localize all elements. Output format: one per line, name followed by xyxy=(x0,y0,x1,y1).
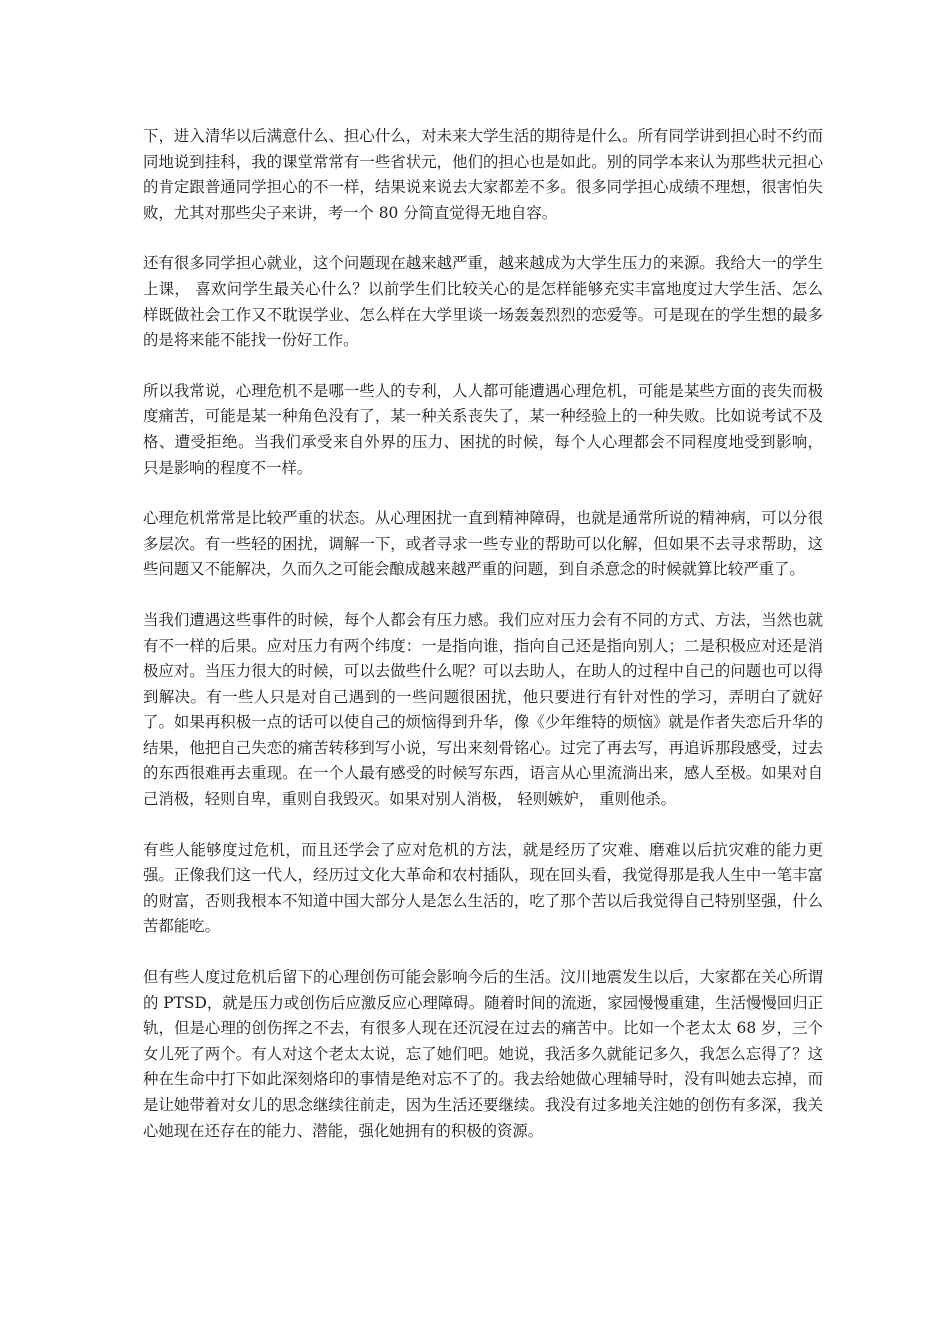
paragraph-3: 所以我常说，心理危机不是哪一些人的专利，人人都可能遭遇心理危机，可能是某些方面的丧失而极度痛苦，可能是某一种角色没有了，某一种关系丧失了，某一种经验上的一种失败。比如说考试不及格、遭受拒绝。当我们承受来自外界的压力、困扰的时候，每个人心理都会不同程度地受到影响， 只是影响的程度不一样。 xyxy=(143,381,823,477)
paragraph-5: 当我们遭遇这些事件的时候，每个人都会有压力感。我们应对压力会有不同的方式、方法，当然也就有不一样的后果。应对压力有两个纬度：一是指向谁，指向自己还是指向别人；二是积极应对还是消极应对。当压力很大的时候，可以去做些什么呢？可以去助人，在助人的过程中自己的问题也可以得到解决。有一些人只是对自己遇到的一些问题很困扰，他只要进行有针对性的学习，弄明白了就好了。如果再积极一点的话可以使自己的烦恼得到升华，像《少年维特的烦恼》就是作者失恋后升华的结果，他把自己失恋的痛苦转移到写小说，写出来刻骨铭心。过完了再去写，再追诉那段感受，过去的东西很难再去重现。在一个人最有感受的时候写东西，语言从心里流淌出来，感人至极。如果对自己消极，轻则自卑，重则自我毁灭。如果对别人消极， 轻则嫉妒， 重则他杀。 xyxy=(143,610,823,809)
paragraph-1: 下，进入清华以后满意什么、担心什么，对未来大学生活的期待是什么。所有同学讲到担心时不约而同地说到挂科，我的课堂常常有一些省状元，他们的担心也是如此。别的同学本来认为那些状元担心的肯定跟普通同学担心的不一样，结果说来说去大家都差不多。很多同学担心成绩不理想，很害怕失败，尤其对那些尖子来讲，考一个 80 分简直觉得无地自容。 xyxy=(143,127,823,222)
paragraph-4: 心理危机常常是比较严重的状态。从心理困扰一直到精神障碍，也就是通常所说的精神病，可以分很多层次。有一些轻的困扰，调解一下，或者寻求一些专业的帮助可以化解，但如果不去寻求帮助，这些问题又不能解决，久而久之可能会酿成越来越严重的问题，到自杀意念的时候就算比较严重了。 xyxy=(143,509,823,579)
paragraph-7: 但有些人度过危机后留下的心理创伤可能会影响今后的生活。汶川地震发生以后，大家都在关心所谓的 PTSD，就是压力或创伤后应激反应心理障碍。随着时间的流逝，家园慢慢重建，生活慢慢回归正轨，但是心理的创伤挥之不去，有很多人现在还沉浸在过去的痛苦中。比如一个老太太 68 岁，三个女儿死了两个。有人对这个老太太说，忘了她们吧。她说，我活多久就能记多久，我怎么忘得了？这种在生命中打下如此深刻烙印的事情是绝对忘不了的。我去给她做心理辅导时，没有叫她去忘掉，而是让她带着对女儿的思念继续往前走，因为生活还要继续。我没有过多地关注她的创伤有多深，我关心她现在还存在的能力、潜能，强化她拥有的积极的资源。 xyxy=(143,968,823,1140)
paragraph-6: 有些人能够度过危机，而且还学会了应对危机的方法，就是经历了灾难、磨难以后抗灾难的能力更强。正像我们这一代人，经历过文化大革命和农村插队，现在回头看，我觉得那是我人生中一笔丰富的财富，否则我根本不知道中国大部分人是怎么生活的，吃了那个苦以后我觉得自己特别坚强，什么苦都能吃。 xyxy=(143,840,823,936)
document-body xyxy=(143,124,823,1169)
paragraph-2: 还有很多同学担心就业，这个问题现在越来越严重，越来越成为大学生压力的来源。我给大一的学生上课， 喜欢问学生最关心什么？以前学生们比较关心的是怎样能够充实丰富地度过大学生活、怎么样既做社会工作又不耽误学业、怎么样在大学里谈一场轰轰烈烈的恋爱等。可是现在的学生想的最多的是将来能不能找一份好工作。 xyxy=(143,254,823,350)
